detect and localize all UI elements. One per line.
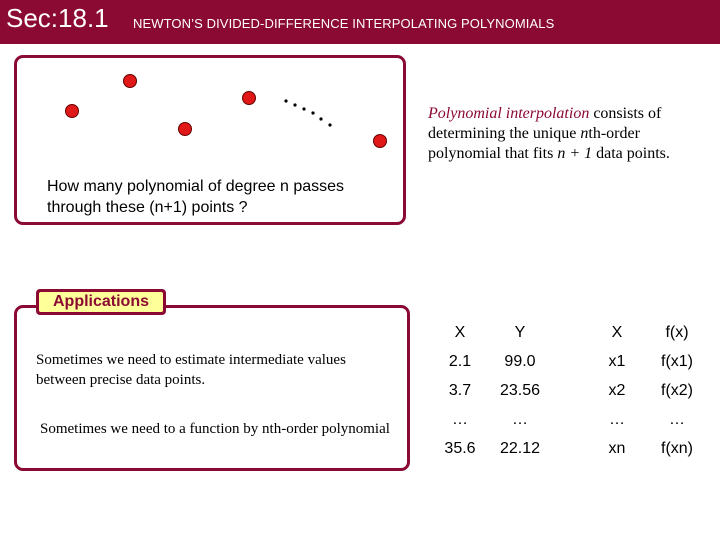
- numeric-data-table: [430, 318, 550, 463]
- table-header-row: [430, 318, 550, 347]
- table-row: 3.7 23.56: [448, 381, 541, 399]
- slide-title: NEWTON’S DIVIDED-DIFFERENCE INTERPOLATING POLYNOMIALS: [133, 16, 555, 31]
- table-row: 2.1 99.0: [448, 352, 536, 370]
- symbolic-data-table: [587, 318, 707, 463]
- column-header: X: [454, 323, 466, 341]
- column-header: X: [611, 323, 623, 341]
- section-number: Sec:18.1: [6, 3, 109, 33]
- table-row: x2 f(x2): [608, 381, 693, 399]
- table-row: … …: [609, 410, 685, 428]
- applications-label: Applications: [39, 292, 163, 312]
- column-header: Y: [514, 323, 526, 341]
- interpolation-definition: Polynomial interpolation consists of determining the unique nth-order polynomial that fits n + 1 data points.: [428, 105, 670, 162]
- table-row: … …: [452, 410, 528, 428]
- degree-question: How many polynomial of degree n passes through these (n+1) points ?: [47, 178, 345, 216]
- application-item: Sometimes we need to estimate intermediate values between precise data points.: [36, 352, 346, 388]
- table-row: x1 f(x1): [608, 352, 693, 370]
- table-row: 35.6 22.12: [444, 439, 541, 457]
- application-item: Sometimes we need to a function by nth-order polynomial: [40, 421, 390, 437]
- applications-badge: [36, 289, 166, 315]
- table-row: xn f(xn): [608, 439, 693, 457]
- column-header: f(x): [665, 323, 689, 341]
- table-header-row: [587, 318, 707, 347]
- svg-text:......: ......: [0, 0, 2, 1]
- definition-term: Polynomial interpolation: [428, 105, 590, 122]
